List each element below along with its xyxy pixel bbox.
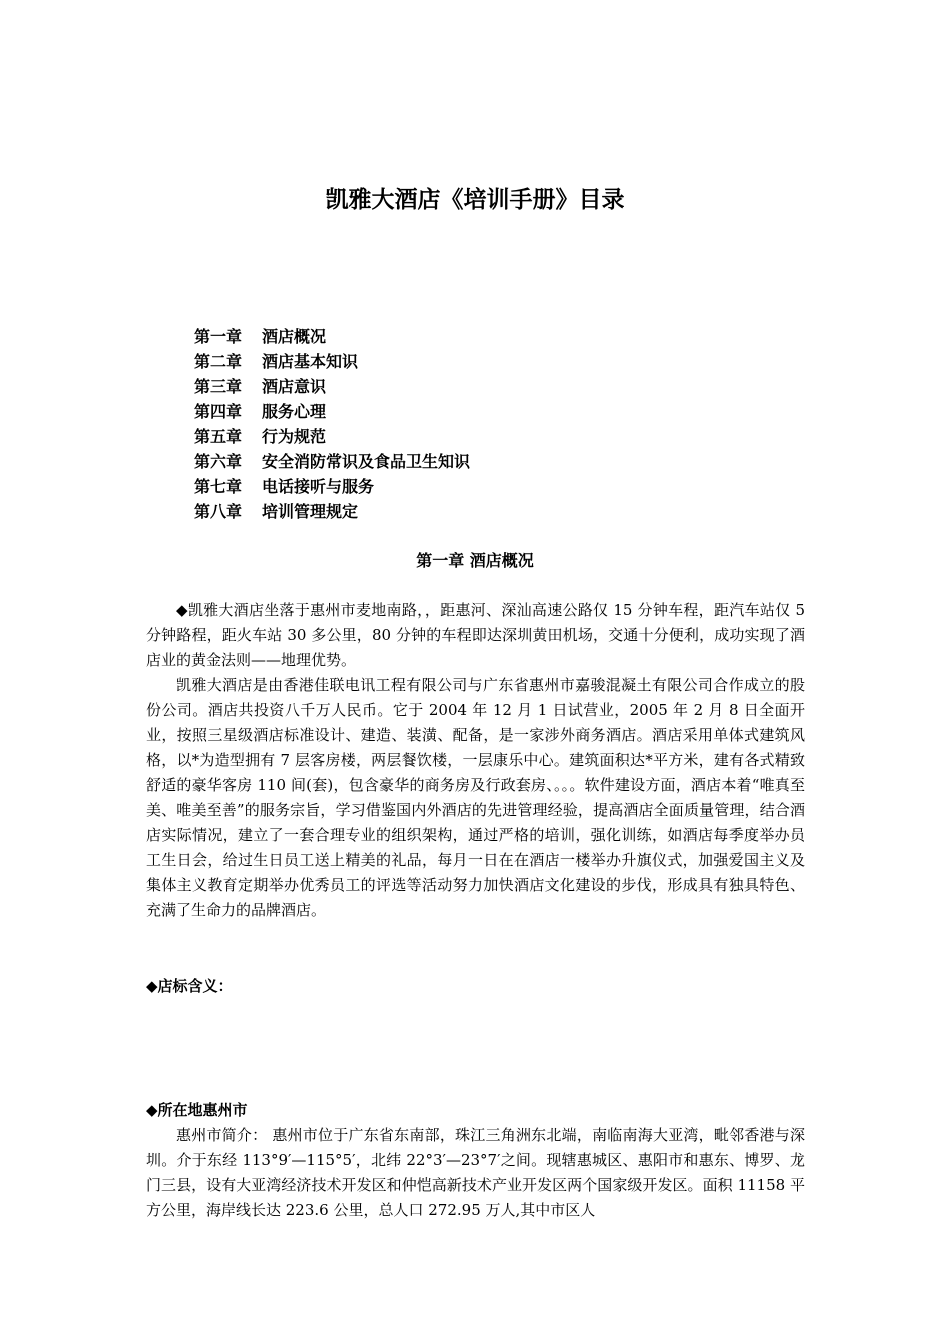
section-heading-logo-meaning: ◆店标含义：: [146, 977, 233, 995]
toc-chapter-number: 第一章: [194, 327, 243, 346]
toc-chapter-number: 第六章: [194, 452, 243, 471]
toc-item: [194, 424, 470, 449]
toc-item: [194, 374, 470, 399]
toc-item: [194, 399, 470, 424]
toc-chapter-number: 第二章: [194, 352, 243, 371]
toc-item: [194, 349, 470, 374]
toc-item: [194, 449, 470, 474]
toc-chapter-number: 第四章: [194, 402, 243, 421]
paragraph-location: ◆凯雅大酒店坐落于惠州市麦地南路，，距惠河、深汕高速公路仅 15 分钟车程，距汽车站仅 5 分钟路程，距火车站 30 多公里，80 分钟的车程即达深圳黄田机场，交通十分便利，成功实现了酒店业的黄金法则——地理优势。: [146, 601, 805, 669]
section-heading-city: ◆所在地惠州市: [146, 1101, 248, 1119]
chapter-heading: 第一章 酒店概况: [416, 551, 534, 570]
toc-item: [194, 499, 470, 524]
toc-chapter-number: 第七章: [194, 477, 243, 496]
toc-chapter-title: 行为规范: [262, 427, 327, 446]
toc-chapter-title: 服务心理: [262, 402, 327, 421]
toc-chapter-title: 酒店基本知识: [262, 352, 359, 371]
toc-chapter-number: 第三章: [194, 377, 243, 396]
toc-chapter-title: 电话接听与服务: [262, 477, 375, 496]
paragraph-city-intro: 惠州市简介： 惠州市位于广东省东南部，珠江三角洲东北端，南临南海大亚湾，毗邻香港与深圳。介于东经 113°9′—115°5′，北纬 22°3′—23°7′之间。现辖惠城区、惠阳市和惠东、博罗、龙门三县，设有大亚湾经济技术开发区和仲恺高新技术产业开发区两个国家级开发区。面积 11158 平方公里，海岸线长达 223.6 公里，总人口 272.95 万人,其中市区人: [146, 1126, 805, 1219]
toc-item: [194, 474, 470, 499]
toc-chapter-title: 安全消防常识及食品卫生知识: [262, 452, 471, 471]
toc-chapter-number: 第五章: [194, 427, 243, 446]
toc-item: [194, 324, 470, 349]
toc-chapter-number: 第八章: [194, 502, 243, 521]
toc-chapter-title: 酒店概况: [262, 327, 327, 346]
document-title: 凯雅大酒店《培训手册》目录: [325, 187, 625, 213]
toc-chapter-title: 培训管理规定: [262, 502, 359, 521]
paragraph-company: 凯雅大酒店是由香港佳联电讯工程有限公司与广东省惠州市嘉骏混凝土有限公司合作成立的股份公司。酒店共投资八千万人民币。它于 2004 年 12 月 1 日试营业，2005 年 2 月 8 日全面开业，按照三星级酒店标准设计、建造、装潢、配备，是一家涉外商务酒店。酒店采用单体式建筑风格，以*为造型拥有 7 层客房楼，两层餐饮楼，一层康乐中心。建筑面积达*平方米，建有各式精致舒适的豪华客房 110 间(套)，包含豪华的商务房及行政套房、。。。软件建设方面，酒店本着“唯真至美、唯美至善”的服务宗旨，学习借鉴国内外酒店的先进管理经验，提高酒店全面质量管理，结合酒店实际情况，建立了一套合理专业的组织架构，通过严格的培训，强化训练，如酒店每季度举办员工生日会，给过生日员工送上精美的礼品，每月一日在在酒店一楼举办升旗仪式，加强爱国主义及集体主义教育定期举办优秀员工的评选等活动努力加快酒店文化建设的步伐，形成具有独具特色、充满了生命力的品牌酒店。: [146, 676, 805, 919]
table-of-contents: [194, 324, 470, 524]
toc-chapter-title: 酒店意识: [262, 377, 327, 396]
